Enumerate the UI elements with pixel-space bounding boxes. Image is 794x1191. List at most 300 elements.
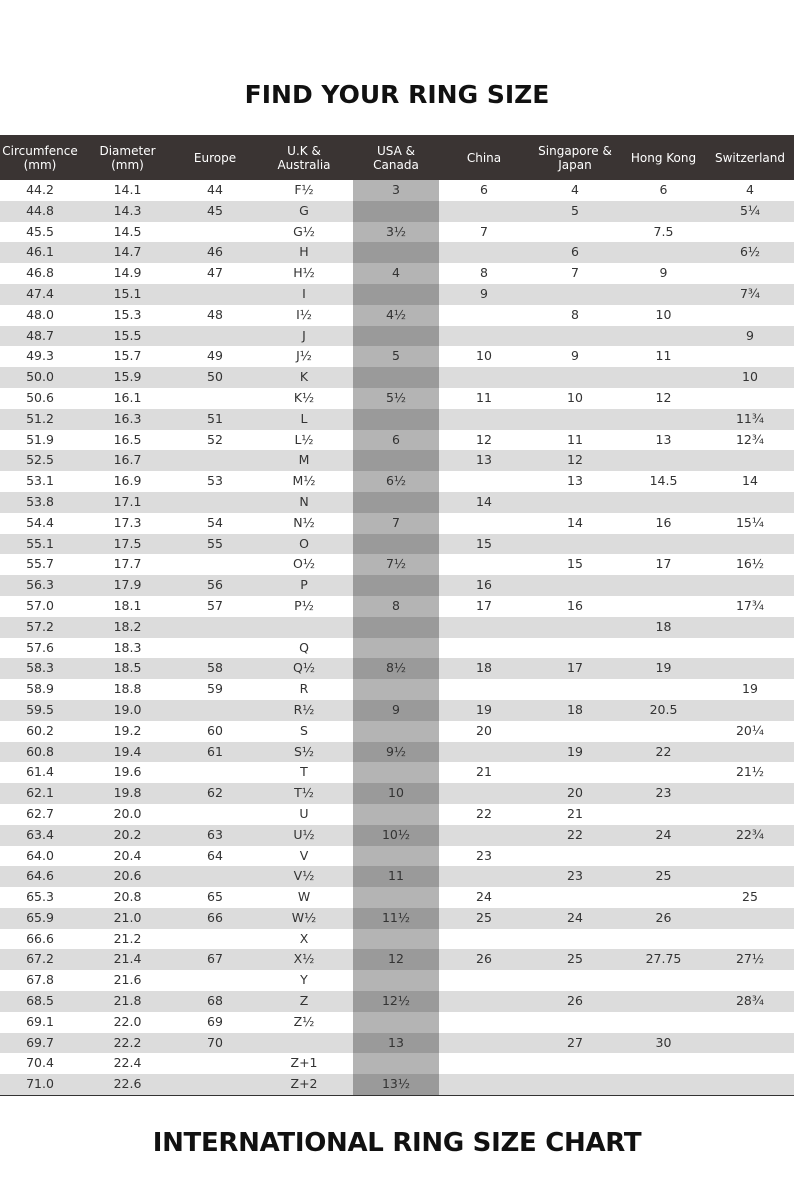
- cell-uk-australia: I: [255, 284, 353, 305]
- cell-usa-canada: [353, 929, 439, 950]
- table-body: [0, 180, 794, 1096]
- cell-hong-kong: [621, 367, 706, 388]
- cell-uk-australia: K½: [255, 388, 353, 409]
- cell-circumference: 64.0: [0, 846, 80, 867]
- table-row: [0, 409, 794, 430]
- cell-singapore-japan: 4: [529, 180, 621, 201]
- cell-hong-kong: [621, 804, 706, 825]
- cell-uk-australia: F½: [255, 180, 353, 201]
- cell-china: [439, 1012, 529, 1033]
- cell-china: [439, 242, 529, 263]
- cell-circumference: 46.8: [0, 263, 80, 284]
- cell-switzerland: 10: [706, 367, 794, 388]
- cell-uk-australia: U: [255, 804, 353, 825]
- cell-hong-kong: [621, 326, 706, 347]
- cell-diameter: 16.3: [80, 409, 175, 430]
- table-row: [0, 1074, 794, 1095]
- cell-europe: [175, 450, 255, 471]
- table-row: [0, 700, 794, 721]
- table-row: [0, 513, 794, 534]
- header-line-2: Japan: [558, 157, 592, 172]
- table-header: [0, 135, 794, 180]
- cell-china: [439, 554, 529, 575]
- cell-circumference: 60.8: [0, 742, 80, 763]
- cell-china: 13: [439, 450, 529, 471]
- table-row: [0, 638, 794, 659]
- ring-size-table: [0, 135, 794, 1096]
- cell-diameter: 17.7: [80, 554, 175, 575]
- cell-china: [439, 409, 529, 430]
- cell-china: 23: [439, 846, 529, 867]
- cell-diameter: 20.0: [80, 804, 175, 825]
- cell-singapore-japan: 9: [529, 346, 621, 367]
- cell-europe: 54: [175, 513, 255, 534]
- cell-singapore-japan: 20: [529, 783, 621, 804]
- cell-china: [439, 367, 529, 388]
- cell-switzerland: 9: [706, 326, 794, 347]
- cell-hong-kong: [621, 409, 706, 430]
- table-row: [0, 222, 794, 243]
- cell-europe: 62: [175, 783, 255, 804]
- table-row: [0, 929, 794, 950]
- cell-switzerland: 25: [706, 887, 794, 908]
- cell-switzerland: [706, 1033, 794, 1054]
- table-row: [0, 367, 794, 388]
- cell-switzerland: [706, 804, 794, 825]
- cell-circumference: 45.5: [0, 222, 80, 243]
- cell-china: [439, 471, 529, 492]
- cell-uk-australia: G: [255, 201, 353, 222]
- cell-uk-australia: N½: [255, 513, 353, 534]
- header-line-1: Diameter: [99, 143, 156, 158]
- cell-hong-kong: [621, 492, 706, 513]
- header-line-1: Switzerland: [715, 150, 785, 165]
- cell-hong-kong: [621, 721, 706, 742]
- cell-switzerland: [706, 346, 794, 367]
- cell-circumference: 67.2: [0, 949, 80, 970]
- cell-diameter: 15.7: [80, 346, 175, 367]
- cell-hong-kong: [621, 596, 706, 617]
- cell-switzerland: [706, 1012, 794, 1033]
- table-row: [0, 575, 794, 596]
- cell-uk-australia: H: [255, 242, 353, 263]
- cell-diameter: 17.9: [80, 575, 175, 596]
- cell-china: 12: [439, 430, 529, 451]
- cell-diameter: 20.8: [80, 887, 175, 908]
- table-row: [0, 970, 794, 991]
- cell-hong-kong: [621, 1012, 706, 1033]
- cell-hong-kong: 13: [621, 430, 706, 451]
- cell-hong-kong: 23: [621, 783, 706, 804]
- cell-china: 6: [439, 180, 529, 201]
- cell-europe: 51: [175, 409, 255, 430]
- cell-circumference: 69.7: [0, 1033, 80, 1054]
- cell-hong-kong: [621, 929, 706, 950]
- cell-diameter: 18.1: [80, 596, 175, 617]
- cell-europe: 57: [175, 596, 255, 617]
- cell-uk-australia: Z: [255, 991, 353, 1012]
- cell-hong-kong: [621, 534, 706, 555]
- cell-usa-canada: [353, 367, 439, 388]
- cell-china: 17: [439, 596, 529, 617]
- cell-china: 18: [439, 658, 529, 679]
- cell-uk-australia: [255, 617, 353, 638]
- header-switzerland: [706, 135, 794, 180]
- cell-circumference: 70.4: [0, 1053, 80, 1074]
- cell-switzerland: 15¼: [706, 513, 794, 534]
- cell-uk-australia: Q½: [255, 658, 353, 679]
- cell-china: [439, 970, 529, 991]
- cell-hong-kong: 25: [621, 866, 706, 887]
- cell-usa-canada: 13: [353, 1033, 439, 1054]
- cell-uk-australia: U½: [255, 825, 353, 846]
- cell-hong-kong: 18: [621, 617, 706, 638]
- cell-usa-canada: 4: [353, 263, 439, 284]
- cell-usa-canada: 12½: [353, 991, 439, 1012]
- cell-hong-kong: 16: [621, 513, 706, 534]
- cell-singapore-japan: 26: [529, 991, 621, 1012]
- cell-circumference: 50.6: [0, 388, 80, 409]
- table-row: [0, 783, 794, 804]
- cell-uk-australia: P: [255, 575, 353, 596]
- cell-uk-australia: J: [255, 326, 353, 347]
- cell-switzerland: [706, 846, 794, 867]
- cell-diameter: 19.8: [80, 783, 175, 804]
- cell-hong-kong: [621, 679, 706, 700]
- cell-hong-kong: 14.5: [621, 471, 706, 492]
- cell-switzerland: 20¼: [706, 721, 794, 742]
- cell-singapore-japan: [529, 222, 621, 243]
- cell-usa-canada: 3½: [353, 222, 439, 243]
- cell-china: [439, 991, 529, 1012]
- header-line-1: USA &: [376, 143, 415, 158]
- cell-singapore-japan: [529, 1074, 621, 1095]
- cell-circumference: 49.3: [0, 346, 80, 367]
- cell-diameter: 16.7: [80, 450, 175, 471]
- cell-singapore-japan: [529, 492, 621, 513]
- cell-usa-canada: 9: [353, 700, 439, 721]
- cell-hong-kong: 17: [621, 554, 706, 575]
- cell-uk-australia: P½: [255, 596, 353, 617]
- cell-switzerland: 11¾: [706, 409, 794, 430]
- cell-usa-canada: [353, 284, 439, 305]
- cell-diameter: 22.2: [80, 1033, 175, 1054]
- cell-diameter: 21.8: [80, 991, 175, 1012]
- cell-diameter: 19.4: [80, 742, 175, 763]
- cell-diameter: 15.5: [80, 326, 175, 347]
- cell-singapore-japan: 17: [529, 658, 621, 679]
- cell-usa-canada: [353, 409, 439, 430]
- cell-circumference: 66.6: [0, 929, 80, 950]
- cell-diameter: 14.9: [80, 263, 175, 284]
- header-row: [0, 135, 794, 180]
- cell-singapore-japan: 24: [529, 908, 621, 929]
- cell-diameter: 14.1: [80, 180, 175, 201]
- cell-circumference: 48.0: [0, 305, 80, 326]
- cell-switzerland: [706, 1053, 794, 1074]
- header-line-2: Australia: [277, 157, 331, 172]
- cell-europe: [175, 804, 255, 825]
- cell-usa-canada: 12: [353, 949, 439, 970]
- cell-europe: 70: [175, 1033, 255, 1054]
- cell-europe: 53: [175, 471, 255, 492]
- cell-usa-canada: 10½: [353, 825, 439, 846]
- cell-diameter: 14.3: [80, 201, 175, 222]
- cell-china: [439, 638, 529, 659]
- cell-circumference: 50.0: [0, 367, 80, 388]
- cell-hong-kong: 11: [621, 346, 706, 367]
- cell-europe: 67: [175, 949, 255, 970]
- cell-uk-australia: J½: [255, 346, 353, 367]
- table-row: [0, 721, 794, 742]
- table-row: [0, 284, 794, 305]
- cell-singapore-japan: 21: [529, 804, 621, 825]
- cell-china: [439, 617, 529, 638]
- cell-usa-canada: 5½: [353, 388, 439, 409]
- header-circumference: [0, 135, 80, 180]
- cell-hong-kong: 22: [621, 742, 706, 763]
- cell-china: 9: [439, 284, 529, 305]
- cell-europe: 49: [175, 346, 255, 367]
- cell-hong-kong: [621, 887, 706, 908]
- cell-china: 15: [439, 534, 529, 555]
- cell-europe: [175, 700, 255, 721]
- cell-diameter: 20.4: [80, 846, 175, 867]
- cell-uk-australia: T½: [255, 783, 353, 804]
- cell-china: [439, 929, 529, 950]
- cell-hong-kong: 30: [621, 1033, 706, 1054]
- cell-usa-canada: [353, 1053, 439, 1074]
- cell-usa-canada: 8½: [353, 658, 439, 679]
- cell-usa-canada: [353, 492, 439, 513]
- cell-europe: 55: [175, 534, 255, 555]
- cell-singapore-japan: [529, 762, 621, 783]
- cell-singapore-japan: 14: [529, 513, 621, 534]
- cell-singapore-japan: [529, 887, 621, 908]
- cell-circumference: 71.0: [0, 1074, 80, 1095]
- cell-singapore-japan: [529, 284, 621, 305]
- cell-europe: 64: [175, 846, 255, 867]
- table-row: [0, 762, 794, 783]
- cell-uk-australia: Z+1: [255, 1053, 353, 1074]
- cell-diameter: 19.6: [80, 762, 175, 783]
- cell-switzerland: [706, 700, 794, 721]
- cell-circumference: 59.5: [0, 700, 80, 721]
- cell-europe: 63: [175, 825, 255, 846]
- cell-singapore-japan: 8: [529, 305, 621, 326]
- cell-hong-kong: 24: [621, 825, 706, 846]
- cell-uk-australia: O: [255, 534, 353, 555]
- cell-china: 25: [439, 908, 529, 929]
- cell-usa-canada: [353, 638, 439, 659]
- cell-circumference: 54.4: [0, 513, 80, 534]
- cell-circumference: 65.9: [0, 908, 80, 929]
- cell-diameter: 20.2: [80, 825, 175, 846]
- header-line-1: U.K &: [287, 143, 321, 158]
- cell-diameter: 16.1: [80, 388, 175, 409]
- cell-hong-kong: [621, 762, 706, 783]
- cell-switzerland: [706, 970, 794, 991]
- cell-hong-kong: 12: [621, 388, 706, 409]
- cell-europe: 56: [175, 575, 255, 596]
- cell-china: [439, 1074, 529, 1095]
- cell-switzerland: [706, 534, 794, 555]
- cell-china: 14: [439, 492, 529, 513]
- cell-circumference: 69.1: [0, 1012, 80, 1033]
- table-row: [0, 471, 794, 492]
- cell-china: 20: [439, 721, 529, 742]
- table-row: [0, 450, 794, 471]
- cell-switzerland: [706, 783, 794, 804]
- cell-switzerland: [706, 222, 794, 243]
- table-row: [0, 201, 794, 222]
- cell-usa-canada: 5: [353, 346, 439, 367]
- cell-uk-australia: S½: [255, 742, 353, 763]
- cell-usa-canada: [353, 534, 439, 555]
- cell-uk-australia: V: [255, 846, 353, 867]
- cell-singapore-japan: 12: [529, 450, 621, 471]
- cell-europe: [175, 326, 255, 347]
- cell-europe: 68: [175, 991, 255, 1012]
- cell-europe: 46: [175, 242, 255, 263]
- header-line-1: Singapore &: [538, 143, 612, 158]
- header-china: [439, 135, 529, 180]
- cell-diameter: 16.9: [80, 471, 175, 492]
- cell-usa-canada: [353, 762, 439, 783]
- table-row: [0, 1053, 794, 1074]
- cell-uk-australia: X½: [255, 949, 353, 970]
- cell-china: [439, 866, 529, 887]
- cell-europe: 52: [175, 430, 255, 451]
- cell-usa-canada: 13½: [353, 1074, 439, 1095]
- cell-hong-kong: 19: [621, 658, 706, 679]
- cell-diameter: 22.4: [80, 1053, 175, 1074]
- cell-uk-australia: K: [255, 367, 353, 388]
- cell-circumference: 57.6: [0, 638, 80, 659]
- cell-singapore-japan: 5: [529, 201, 621, 222]
- cell-china: [439, 1053, 529, 1074]
- cell-usa-canada: 8: [353, 596, 439, 617]
- cell-switzerland: [706, 742, 794, 763]
- cell-europe: [175, 929, 255, 950]
- cell-china: [439, 326, 529, 347]
- cell-usa-canada: 4½: [353, 305, 439, 326]
- table-row: [0, 1033, 794, 1054]
- page-title: FIND YOUR RING SIZE: [244, 80, 550, 109]
- header-uk-australia: [255, 135, 353, 180]
- cell-diameter: 16.5: [80, 430, 175, 451]
- cell-hong-kong: 10: [621, 305, 706, 326]
- cell-usa-canada: [353, 721, 439, 742]
- cell-uk-australia: V½: [255, 866, 353, 887]
- cell-europe: 60: [175, 721, 255, 742]
- cell-uk-australia: Z½: [255, 1012, 353, 1033]
- table-row: [0, 242, 794, 263]
- header-singapore-japan: [529, 135, 621, 180]
- cell-singapore-japan: [529, 534, 621, 555]
- cell-singapore-japan: [529, 679, 621, 700]
- cell-diameter: 15.1: [80, 284, 175, 305]
- cell-uk-australia: L½: [255, 430, 353, 451]
- cell-circumference: 58.3: [0, 658, 80, 679]
- cell-diameter: 17.5: [80, 534, 175, 555]
- cell-hong-kong: [621, 638, 706, 659]
- cell-uk-australia: R½: [255, 700, 353, 721]
- cell-europe: 45: [175, 201, 255, 222]
- cell-switzerland: 5¼: [706, 201, 794, 222]
- cell-circumference: 44.8: [0, 201, 80, 222]
- cell-uk-australia: W½: [255, 908, 353, 929]
- cell-usa-canada: 10: [353, 783, 439, 804]
- cell-europe: [175, 617, 255, 638]
- cell-switzerland: [706, 866, 794, 887]
- table-row: [0, 554, 794, 575]
- cell-china: [439, 201, 529, 222]
- cell-singapore-japan: [529, 367, 621, 388]
- cell-china: 19: [439, 700, 529, 721]
- cell-singapore-japan: [529, 721, 621, 742]
- cell-usa-canada: [353, 846, 439, 867]
- cell-singapore-japan: [529, 1012, 621, 1033]
- cell-circumference: 63.4: [0, 825, 80, 846]
- cell-uk-australia: O½: [255, 554, 353, 575]
- cell-europe: [175, 762, 255, 783]
- table-row: [0, 305, 794, 326]
- cell-circumference: 60.2: [0, 721, 80, 742]
- cell-diameter: 21.4: [80, 949, 175, 970]
- cell-hong-kong: [621, 1053, 706, 1074]
- header-line-1: Circumfence: [2, 143, 78, 158]
- header-line-1: Europe: [193, 150, 237, 165]
- cell-singapore-japan: 23: [529, 866, 621, 887]
- cell-uk-australia: G½: [255, 222, 353, 243]
- cell-singapore-japan: [529, 617, 621, 638]
- cell-singapore-japan: [529, 638, 621, 659]
- cell-switzerland: [706, 1074, 794, 1095]
- cell-hong-kong: [621, 284, 706, 305]
- cell-circumference: 56.3: [0, 575, 80, 596]
- cell-singapore-japan: 22: [529, 825, 621, 846]
- cell-diameter: 22.6: [80, 1074, 175, 1095]
- cell-china: [439, 825, 529, 846]
- header-line-2: (mm): [111, 157, 144, 172]
- cell-diameter: 14.5: [80, 222, 175, 243]
- cell-circumference: 57.0: [0, 596, 80, 617]
- cell-usa-canada: [353, 1012, 439, 1033]
- cell-singapore-japan: 16: [529, 596, 621, 617]
- cell-circumference: 55.1: [0, 534, 80, 555]
- cell-uk-australia: M: [255, 450, 353, 471]
- cell-china: 10: [439, 346, 529, 367]
- header-hong-kong: [621, 135, 706, 180]
- cell-hong-kong: [621, 991, 706, 1012]
- table-row: [0, 263, 794, 284]
- cell-singapore-japan: [529, 575, 621, 596]
- cell-china: [439, 783, 529, 804]
- cell-europe: 61: [175, 742, 255, 763]
- cell-hong-kong: [621, 575, 706, 596]
- cell-hong-kong: [621, 846, 706, 867]
- cell-hong-kong: [621, 970, 706, 991]
- cell-usa-canada: 11: [353, 866, 439, 887]
- cell-usa-canada: [353, 450, 439, 471]
- cell-hong-kong: [621, 1074, 706, 1095]
- table-row: [0, 825, 794, 846]
- cell-uk-australia: Q: [255, 638, 353, 659]
- cell-switzerland: [706, 575, 794, 596]
- header-diameter: [80, 135, 175, 180]
- cell-diameter: 18.2: [80, 617, 175, 638]
